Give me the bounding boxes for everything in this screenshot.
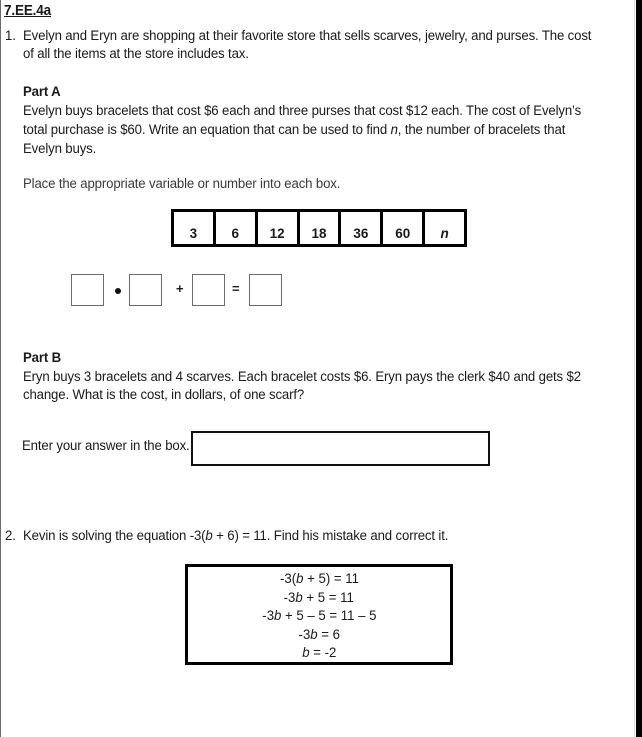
work-line-2-var: b bbox=[295, 589, 303, 606]
part-a-heading: Part A bbox=[23, 84, 61, 100]
plus-operator: + bbox=[176, 281, 184, 296]
work-line-1-post: + 5) = 11 bbox=[302, 571, 359, 587]
work-line-1-pre: -3( bbox=[279, 571, 296, 587]
part-a-line-1: Evelyn buys bracelets that cost $6 each and three purses that cost $12 each. The cost of Evelyn’s bbox=[23, 103, 582, 119]
part-a-line-2-start: total purchase is $60. Write an equation that can be used to find bbox=[23, 122, 391, 138]
answer-label-container bbox=[22, 437, 192, 457]
kevin-work-box bbox=[185, 564, 453, 665]
right-scrollbar-edge bbox=[636, 0, 642, 737]
part-b-heading: Part B bbox=[23, 350, 62, 366]
question-1-intro-line-1: Evelyn and Eryn are shopping at their favorite store that sells scarves, jewelry, and purses. The cost bbox=[23, 28, 592, 44]
tile-12[interactable]: 12 bbox=[258, 212, 300, 244]
question-2-number: 2. bbox=[5, 528, 16, 544]
answer-tile-bank bbox=[171, 209, 467, 247]
tile-36[interactable]: 36 bbox=[341, 212, 383, 244]
part-a-instruction: Place the appropriate variable or number into each box. bbox=[23, 176, 341, 192]
work-line-3-var: b bbox=[273, 608, 281, 625]
part-a-line-2-end: , the number of bracelets that bbox=[397, 122, 566, 138]
tile-3[interactable]: 3 bbox=[174, 212, 216, 244]
work-line-2 bbox=[284, 589, 354, 608]
left-page-border bbox=[0, 0, 1, 737]
question-2-prompt-start: Kevin is solving the equation -3( bbox=[23, 528, 206, 544]
work-line-2-post: + 5 = 11 bbox=[302, 589, 355, 606]
work-line-4 bbox=[298, 626, 339, 645]
answer-label: Enter your answer in the box. bbox=[22, 438, 190, 454]
work-line-1-var: b bbox=[295, 571, 303, 587]
question-2-prompt-end: + 6) = 11. Find his mistake and correct it. bbox=[212, 528, 449, 544]
multiply-dot-icon bbox=[115, 288, 121, 294]
part-a-line-3: Evelyn buys. bbox=[23, 141, 97, 157]
work-line-1 bbox=[280, 570, 359, 589]
tile-18[interactable]: 18 bbox=[300, 212, 342, 244]
tile-n[interactable]: n bbox=[440, 226, 449, 241]
question-1-number: 1. bbox=[5, 28, 16, 44]
tile-6[interactable]: 6 bbox=[216, 212, 258, 244]
work-line-3 bbox=[262, 607, 376, 626]
work-line-4-pre: -3 bbox=[298, 626, 311, 643]
question-2-prompt bbox=[23, 527, 448, 546]
work-line-3-pre: -3 bbox=[261, 608, 274, 625]
part-b-line-2: change. What is the cost, in dollars, of one scarf? bbox=[23, 387, 305, 403]
work-line-5 bbox=[302, 644, 336, 663]
scarf-cost-answer-input[interactable] bbox=[191, 431, 490, 466]
variable-b: b bbox=[205, 528, 213, 544]
equation-drop-box-2[interactable] bbox=[129, 274, 162, 306]
work-line-4-post: = 6 bbox=[317, 626, 340, 643]
question-1-intro-line-2: of all the items at the store includes tax. bbox=[23, 46, 249, 62]
part-b-line-1: Eryn buys 3 bracelets and 4 scarves. Each bracelet costs $6. Eryn pays the clerk $40 and gets $2 bbox=[23, 369, 581, 385]
equation-drop-box-4[interactable] bbox=[249, 274, 282, 306]
part-a-line-2 bbox=[23, 121, 565, 140]
work-line-4-var: b bbox=[310, 626, 318, 643]
equation-drop-box-3[interactable] bbox=[192, 274, 225, 306]
equation-drop-box-1[interactable] bbox=[71, 274, 104, 306]
work-line-5-var: b bbox=[301, 645, 310, 662]
work-line-2-pre: -3 bbox=[283, 589, 296, 606]
work-line-5-post: = -2 bbox=[309, 645, 337, 662]
variable-n: n bbox=[390, 122, 398, 138]
tile-60[interactable]: 60 bbox=[383, 212, 425, 244]
standard-code-heading: 7.EE.4a bbox=[4, 3, 52, 19]
work-line-3-post: + 5 – 5 = 11 – 5 bbox=[280, 608, 377, 625]
right-page-edge bbox=[634, 0, 635, 737]
equals-operator: = bbox=[232, 281, 240, 296]
